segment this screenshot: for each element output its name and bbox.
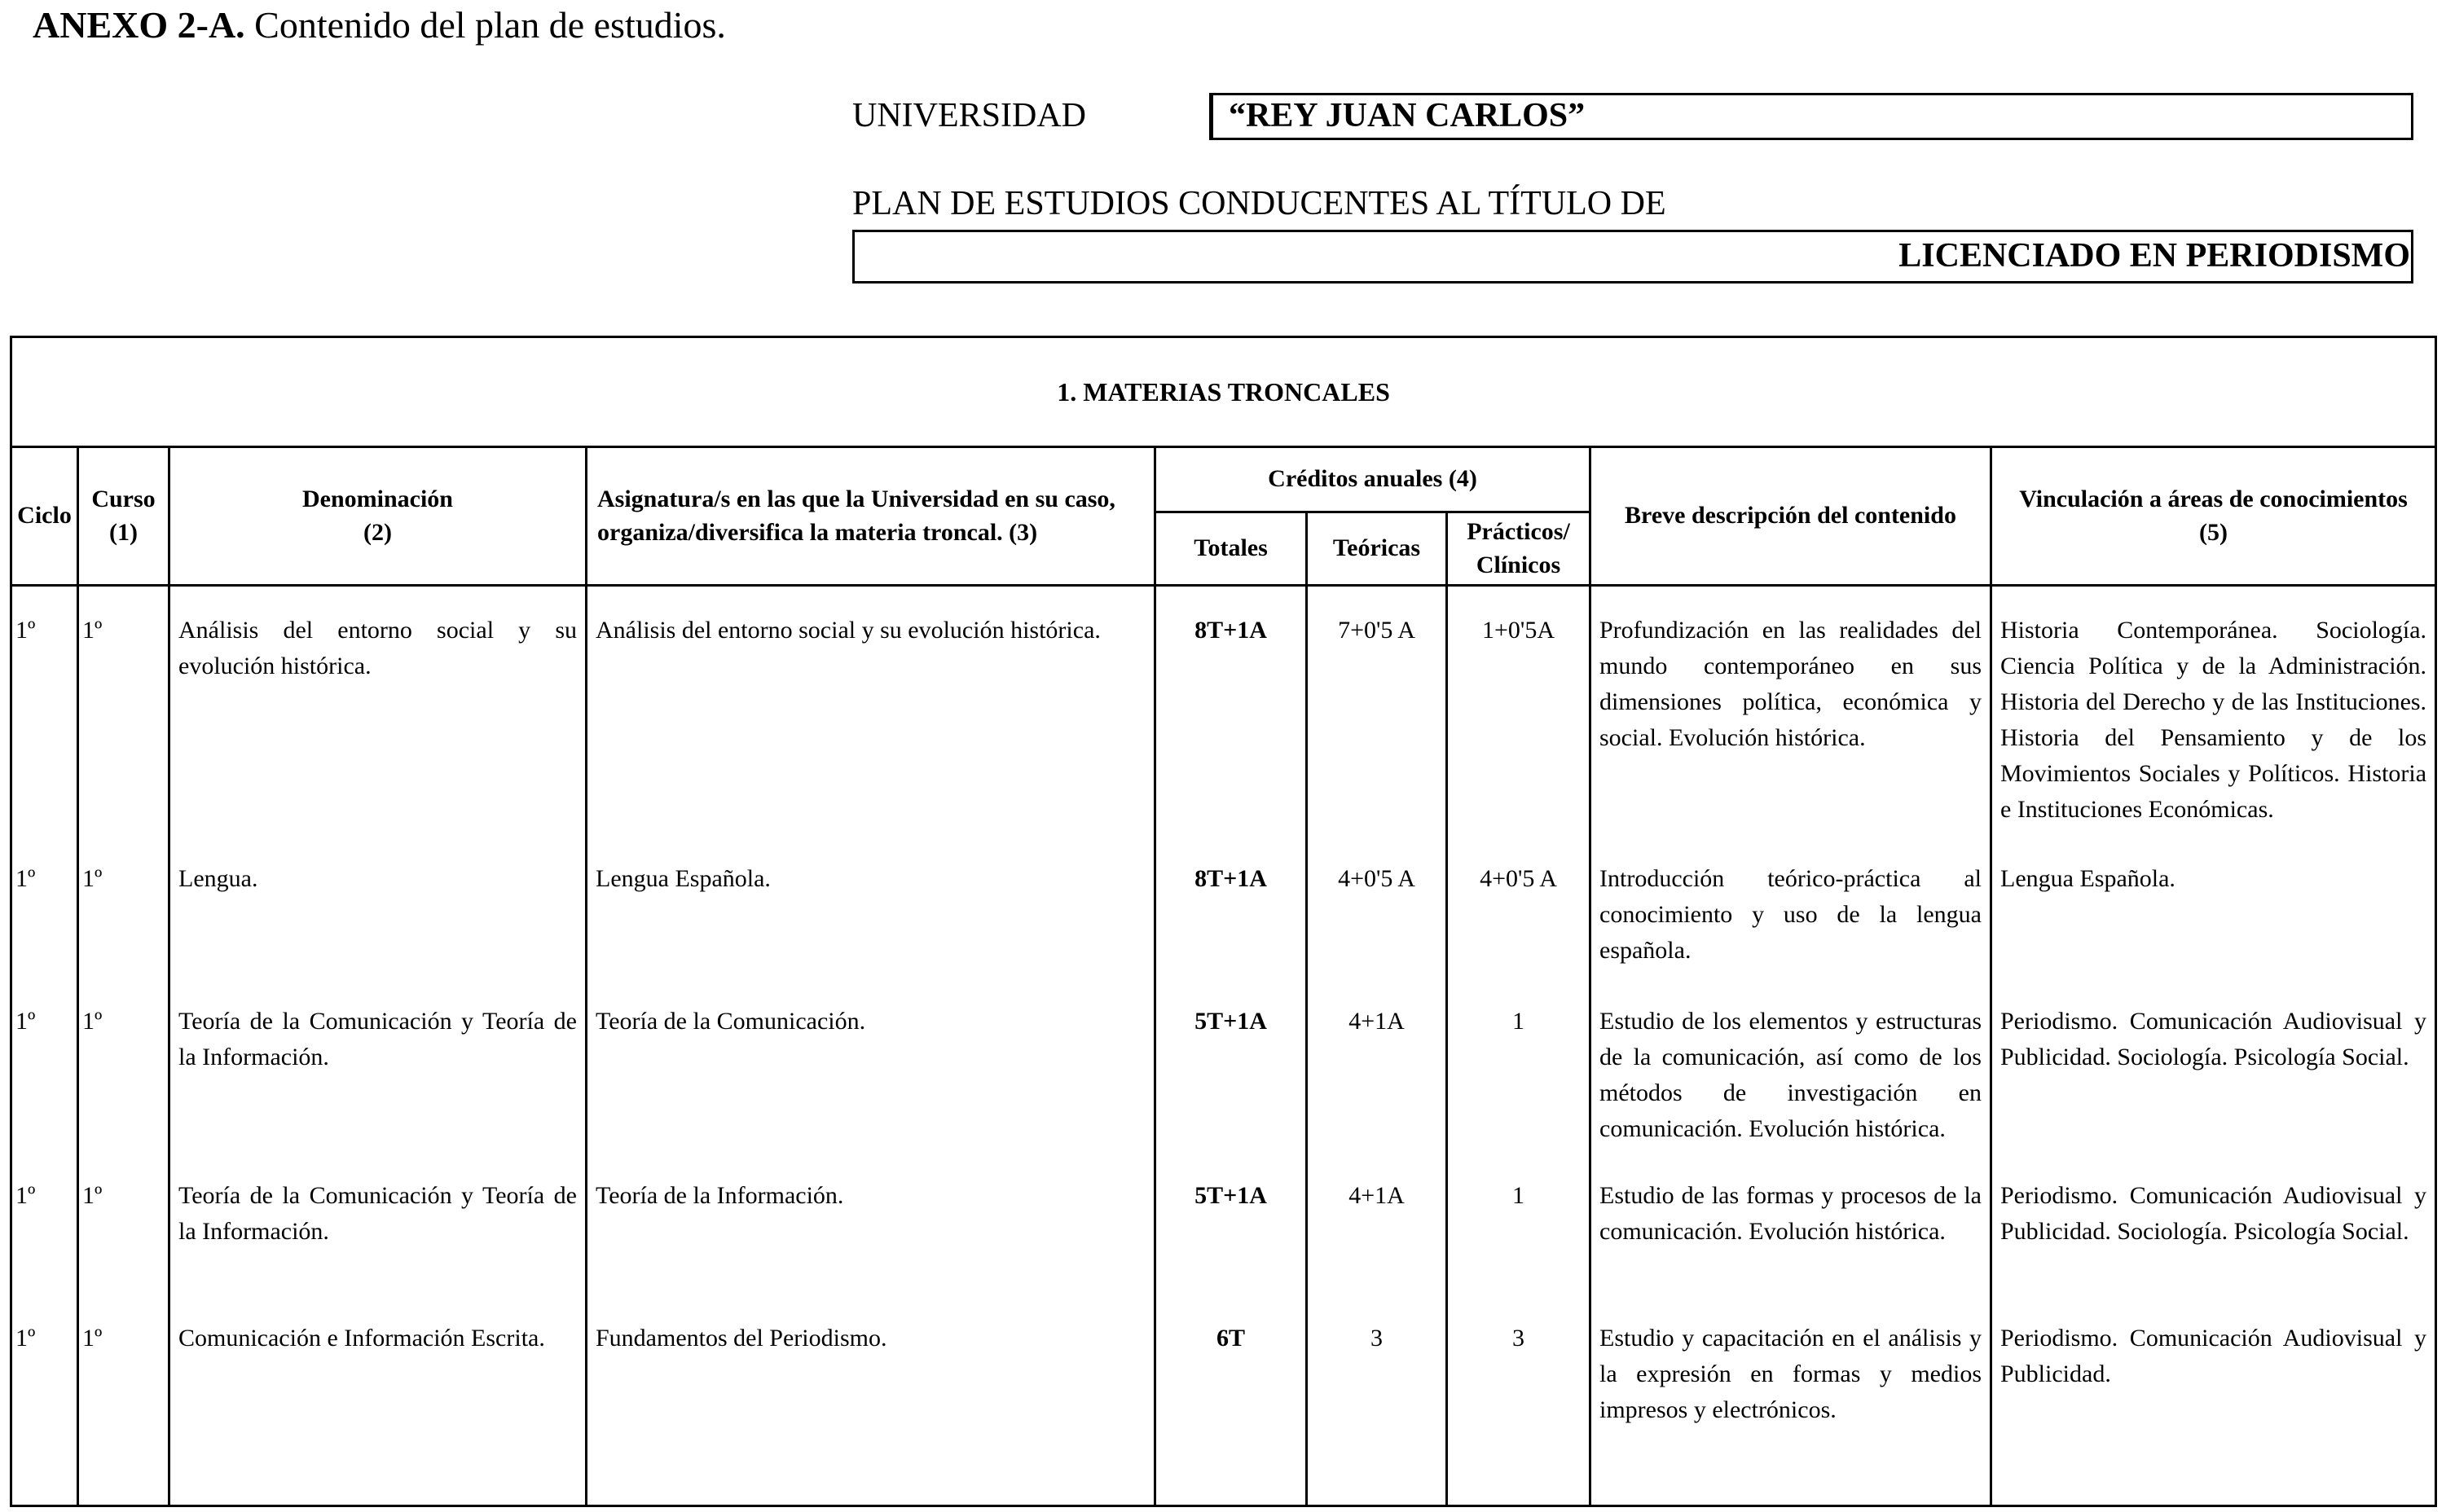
cell-ciclo: 1º [11, 1152, 78, 1294]
annex-label: ANEXO 2-A. [33, 4, 245, 46]
cell-curso: 1º [78, 586, 169, 835]
col-header-teoricas: Teóricas [1307, 512, 1447, 586]
cell-practicos: 1 [1447, 1152, 1590, 1294]
cell-descripcion: Profundización en las realidades del mundo contemporáneo en sus dimensiones política, económica y social. Evolución histórica. [1590, 586, 1991, 835]
cell-ciclo: 1º [11, 1294, 78, 1506]
col-header-denominacion [169, 447, 587, 586]
cell-teoricas: 3 [1307, 1294, 1447, 1506]
table-row [11, 978, 2436, 1152]
cell-teoricas: 4+0'5 A [1307, 835, 1447, 978]
cell-vinculacion: Lengua Española. [1991, 835, 2436, 978]
annex-description: Contenido del plan de estudios. [244, 4, 726, 46]
cell-teoricas: 7+0'5 A [1307, 586, 1447, 835]
cell-practicos: 1+0'5A [1447, 586, 1590, 835]
cell-asignatura: Fundamentos del Periodismo. [587, 1294, 1155, 1506]
annex-heading [33, 3, 726, 46]
cell-practicos: 4+0'5 A [1447, 835, 1590, 978]
cell-asignatura: Lengua Española. [587, 835, 1155, 978]
cell-ciclo: 1º [11, 835, 78, 978]
cell-totales: 5T+1A [1155, 1152, 1307, 1294]
cell-asignatura: Teoría de la Comunicación. [587, 978, 1155, 1152]
cell-totales: 8T+1A [1155, 586, 1307, 835]
cell-totales: 6T [1155, 1294, 1307, 1506]
vinculacion-note: (5) [2199, 518, 2228, 546]
cell-practicos: 3 [1447, 1294, 1590, 1506]
cell-vinculacion: Periodismo. Comunicación Audiovisual y Publicidad. Sociología. Psicología Social. [1991, 1152, 2436, 1294]
university-label: UNIVERSIDAD [852, 97, 1086, 134]
cell-denominacion: Análisis del entorno social y su evolución histórica. [169, 586, 587, 835]
cell-denominacion: Teoría de la Comunicación y Teoría de la Información. [169, 1152, 587, 1294]
cell-vinculacion: Periodismo. Comunicación Audiovisual y Publicidad. [1991, 1294, 2436, 1506]
subjects-table [10, 336, 2437, 1507]
cell-practicos: 1 [1447, 978, 1590, 1152]
denominacion-label: Denominación [301, 486, 453, 512]
cell-ciclo: 1º [11, 978, 78, 1152]
cell-asignatura: Teoría de la Información. [587, 1152, 1155, 1294]
cell-curso: 1º [78, 1152, 169, 1294]
cell-curso: 1º [78, 835, 169, 978]
plan-label: PLAN DE ESTUDIOS CONDUCENTES AL TÍTULO DE [852, 185, 1666, 222]
col-header-practicos: Prácticos/ Clínicos [1447, 512, 1590, 586]
cell-denominacion: Lengua. [169, 835, 587, 978]
col-header-vinculacion [1991, 447, 2436, 586]
cell-asignatura: Análisis del entorno social y su evolución histórica. [587, 586, 1155, 835]
cell-denominacion: Comunicación e Información Escrita. [169, 1294, 587, 1506]
cell-vinculacion: Historia Contemporánea. Sociología. Ciencia Política y de la Administración. Historia del Derecho y de las Instituciones. Historia del Pensamiento y de los Movimientos Sociales y Políticos. Historia e Instituciones Económicas. [1991, 586, 2436, 835]
table-row [11, 1294, 2436, 1506]
col-header-asignaturas: Asignatura/s en las que la Universidad en su caso, organiza/diversifica la materia troncal. (3) [587, 447, 1155, 586]
degree-title: LICENCIADO EN PERIODISMO [1898, 237, 2410, 275]
table-row [11, 586, 2436, 835]
cell-teoricas: 4+1A [1307, 1152, 1447, 1294]
cell-curso: 1º [78, 1294, 169, 1506]
university-value: “REY JUAN CARLOS” [1229, 97, 1586, 134]
cell-curso: 1º [78, 978, 169, 1152]
table-row [11, 835, 2436, 978]
cell-descripcion: Estudio de los elementos y estructuras de la comunicación, así como de los métodos de investigación en comunicación. Evolución histórica. [1590, 978, 1991, 1152]
cell-vinculacion: Periodismo. Comunicación Audiovisual y Publicidad. Sociología. Psicología Social. [1991, 978, 2436, 1152]
col-header-descripcion: Breve descripción del contenido [1590, 447, 1991, 586]
section-title: 1. MATERIAS TRONCALES [11, 337, 2436, 447]
table-row [11, 1152, 2436, 1294]
cell-totales: 8T+1A [1155, 835, 1307, 978]
col-header-ciclo: Ciclo [11, 447, 78, 586]
cell-teoricas: 4+1A [1307, 978, 1447, 1152]
cell-descripcion: Estudio y capacitación en el análisis y la expresión en formas y medios impresos y electrónicos. [1590, 1294, 1991, 1506]
cell-descripcion: Estudio de las formas y procesos de la comunicación. Evolución histórica. [1590, 1152, 1991, 1294]
cell-totales: 5T+1A [1155, 978, 1307, 1152]
curso-note: (1) [109, 518, 138, 546]
col-header-creditos: Créditos anuales (4) [1155, 447, 1590, 512]
curso-label: Curso [91, 486, 156, 512]
cell-ciclo: 1º [11, 586, 78, 835]
cell-denominacion: Teoría de la Comunicación y Teoría de la Información. [169, 978, 587, 1152]
vinculacion-label: Vinculación a áreas de conocimientos [2019, 486, 2408, 512]
denominacion-note: (2) [363, 518, 392, 546]
col-header-curso [78, 447, 169, 586]
col-header-totales: Totales [1155, 512, 1307, 586]
cell-descripcion: Introducción teórico-práctica al conocimiento y uso de la lengua española. [1590, 835, 1991, 978]
